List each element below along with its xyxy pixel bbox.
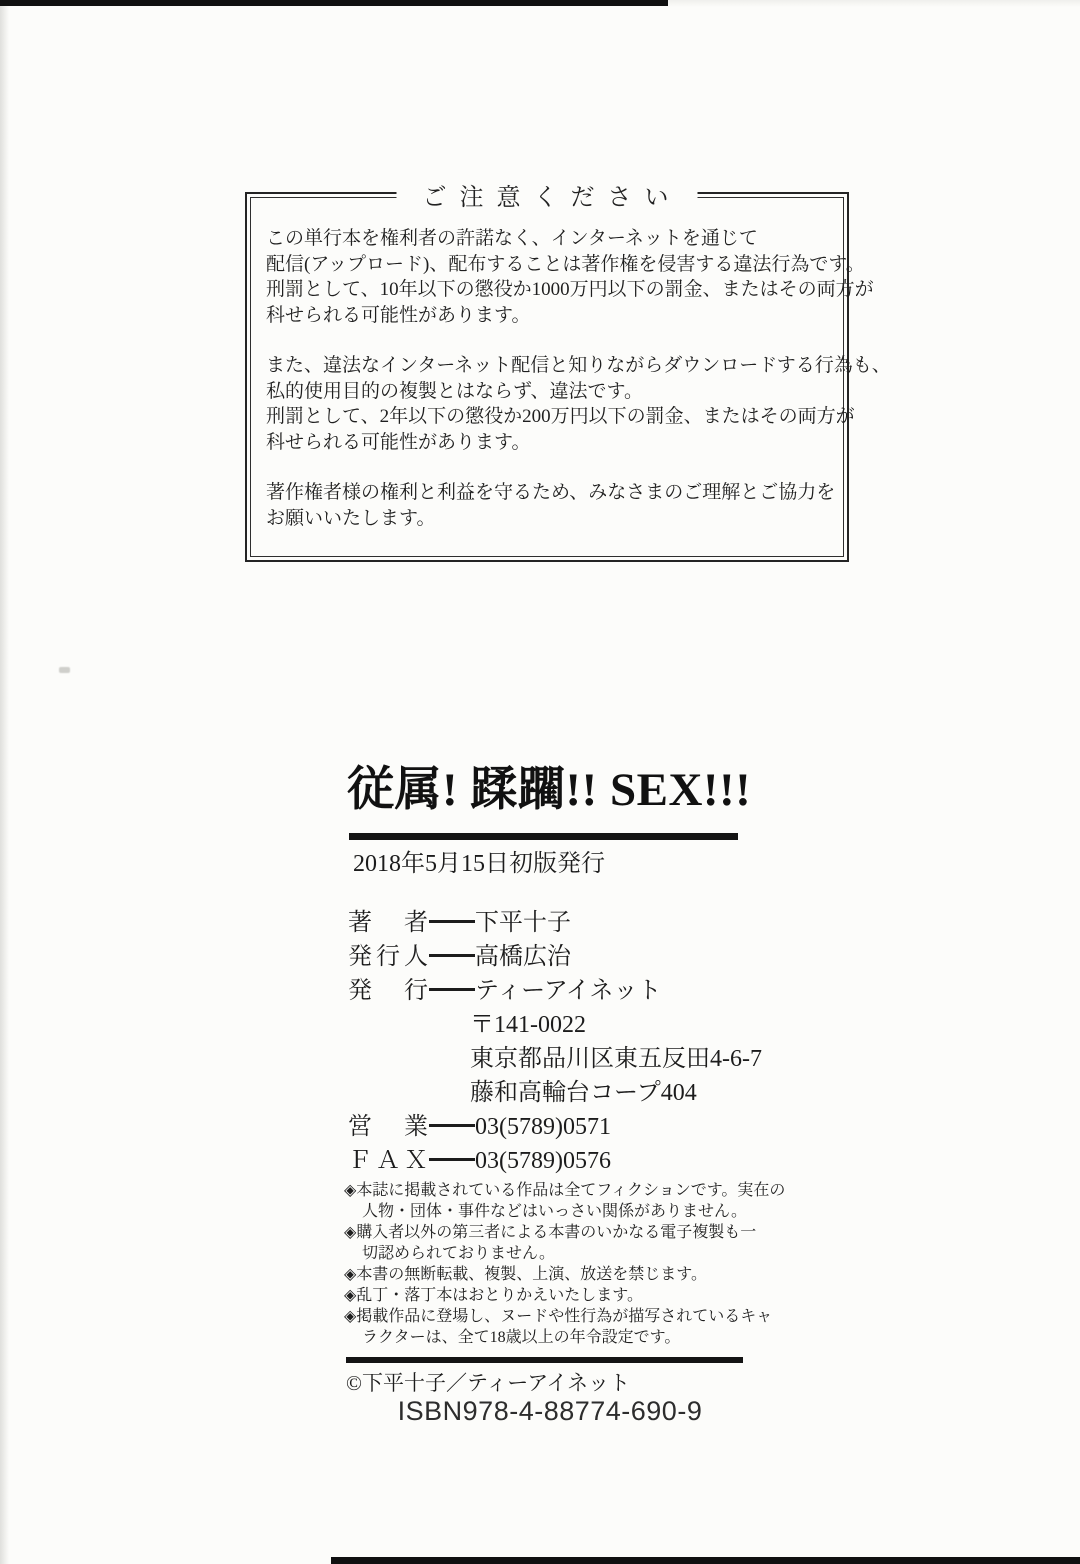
scan-speck [59,667,70,673]
edition-date: 2018年5月15日初版発行 [353,851,605,877]
scan-edge-artifact-bottom [331,1557,1080,1564]
credit-label: 発行 [348,978,428,1004]
warning-line: 刑罰として、2年以下の懲役か200万円以下の罰金、またはその両方が [266,406,855,427]
note-age-setting: ◈掲載作品に登場し、ヌードや性行為が描写されているキャ [344,1308,773,1325]
contact-label: 営業 [348,1114,428,1140]
warning-box-body [247,194,891,556]
note-fiction-cont: 人物・団体・事件などはいっさい関係がありません。 [362,1203,747,1220]
warning-line: 配信(アップロード)、配布することは著作権を侵害する違法行為です。 [266,253,865,275]
disclaimer-notes [344,1180,784,1348]
warning-line: 科せられる可能性があります。 [266,431,531,453]
contact-value: 03(5789)0576 [475,1148,611,1174]
book-title: 従属! 蹂躙!! SEX!!! [347,764,752,816]
note-electronic-copy-cont: 切認められておりません。 [362,1245,555,1262]
publisher-address: 東京都品川区東五反田4-6-7 [470,1046,762,1072]
credit-row-author [348,906,828,940]
isbn-number: ISBN978-4-88774-690-9 [397,1396,703,1426]
note-defective-copies: ◈乱丁・落丁本はおとりかえいたします。 [344,1287,644,1304]
credit-label: 著者 [348,910,428,936]
contact-row-sales-phone [348,1110,828,1144]
separator-dash [429,954,475,957]
credit-value: 下平十子 [475,910,571,936]
warning-line: 私的使用目的の複製とはならず、違法です。 [266,380,643,402]
contact-row-fax [348,1144,828,1178]
separator-dash [429,1124,475,1127]
warning-paragraph-download [266,353,891,455]
separator-dash [429,1158,475,1161]
note-electronic-copy: ◈購入者以外の第三者による本書のいかなる電子複製も一 [344,1224,757,1241]
credit-label: 発行人 [348,944,428,970]
credit-row-publisher-person [348,940,828,974]
separator-dash [429,988,475,991]
copyright-line: ©下平十子／ティーアイネット [346,1371,631,1395]
separator-dash [429,920,475,923]
warning-line: この単行本を権利者の許諾なく、インターネットを通じて [266,228,758,249]
note-no-reproduction: ◈本書の無断転載、複製、上演、放送を禁じます。 [344,1266,708,1283]
warning-box-title: ご注意ください [397,177,698,212]
note-age-setting-cont: ラクターは、全て18歳以上の年令設定です。 [362,1329,681,1346]
publisher-address-building: 藤和高輪台コープ404 [470,1080,697,1106]
contact-label: ＦＡＸ [348,1148,428,1174]
credit-row-publisher [348,974,828,1008]
contact-value: 03(5789)0571 [475,1114,611,1140]
warning-line: お願いいたします。 [266,507,436,529]
note-fiction: ◈本誌に掲載されている作品は全てフィクションです。実在の [344,1182,786,1199]
divider-rule-bottom [346,1357,743,1363]
warning-line: また、違法なインターネット配信と知りながらダウンロードする行為も、 [266,355,891,376]
warning-paragraph-appeal [266,480,836,531]
scan-edge-artifact-top [0,0,668,6]
publisher-postal-code: 〒141-0022 [470,1012,586,1038]
credits-block [348,906,828,1178]
warning-line: 科せられる可能性があります。 [266,304,531,326]
warning-paragraph-upload [266,226,874,328]
credit-value: ティーアイネット [475,978,662,1004]
credit-value: 高橋広治 [475,944,571,970]
warning-line: 刑罰として、10年以下の懲役か1000万円以下の罰金、またはその両方が [266,279,874,300]
copyright-warning-box [245,185,891,562]
divider-rule-top [349,833,738,840]
warning-line: 著作権者様の権利と利益を守るため、みなさまのご理解とご協力を [266,482,836,503]
